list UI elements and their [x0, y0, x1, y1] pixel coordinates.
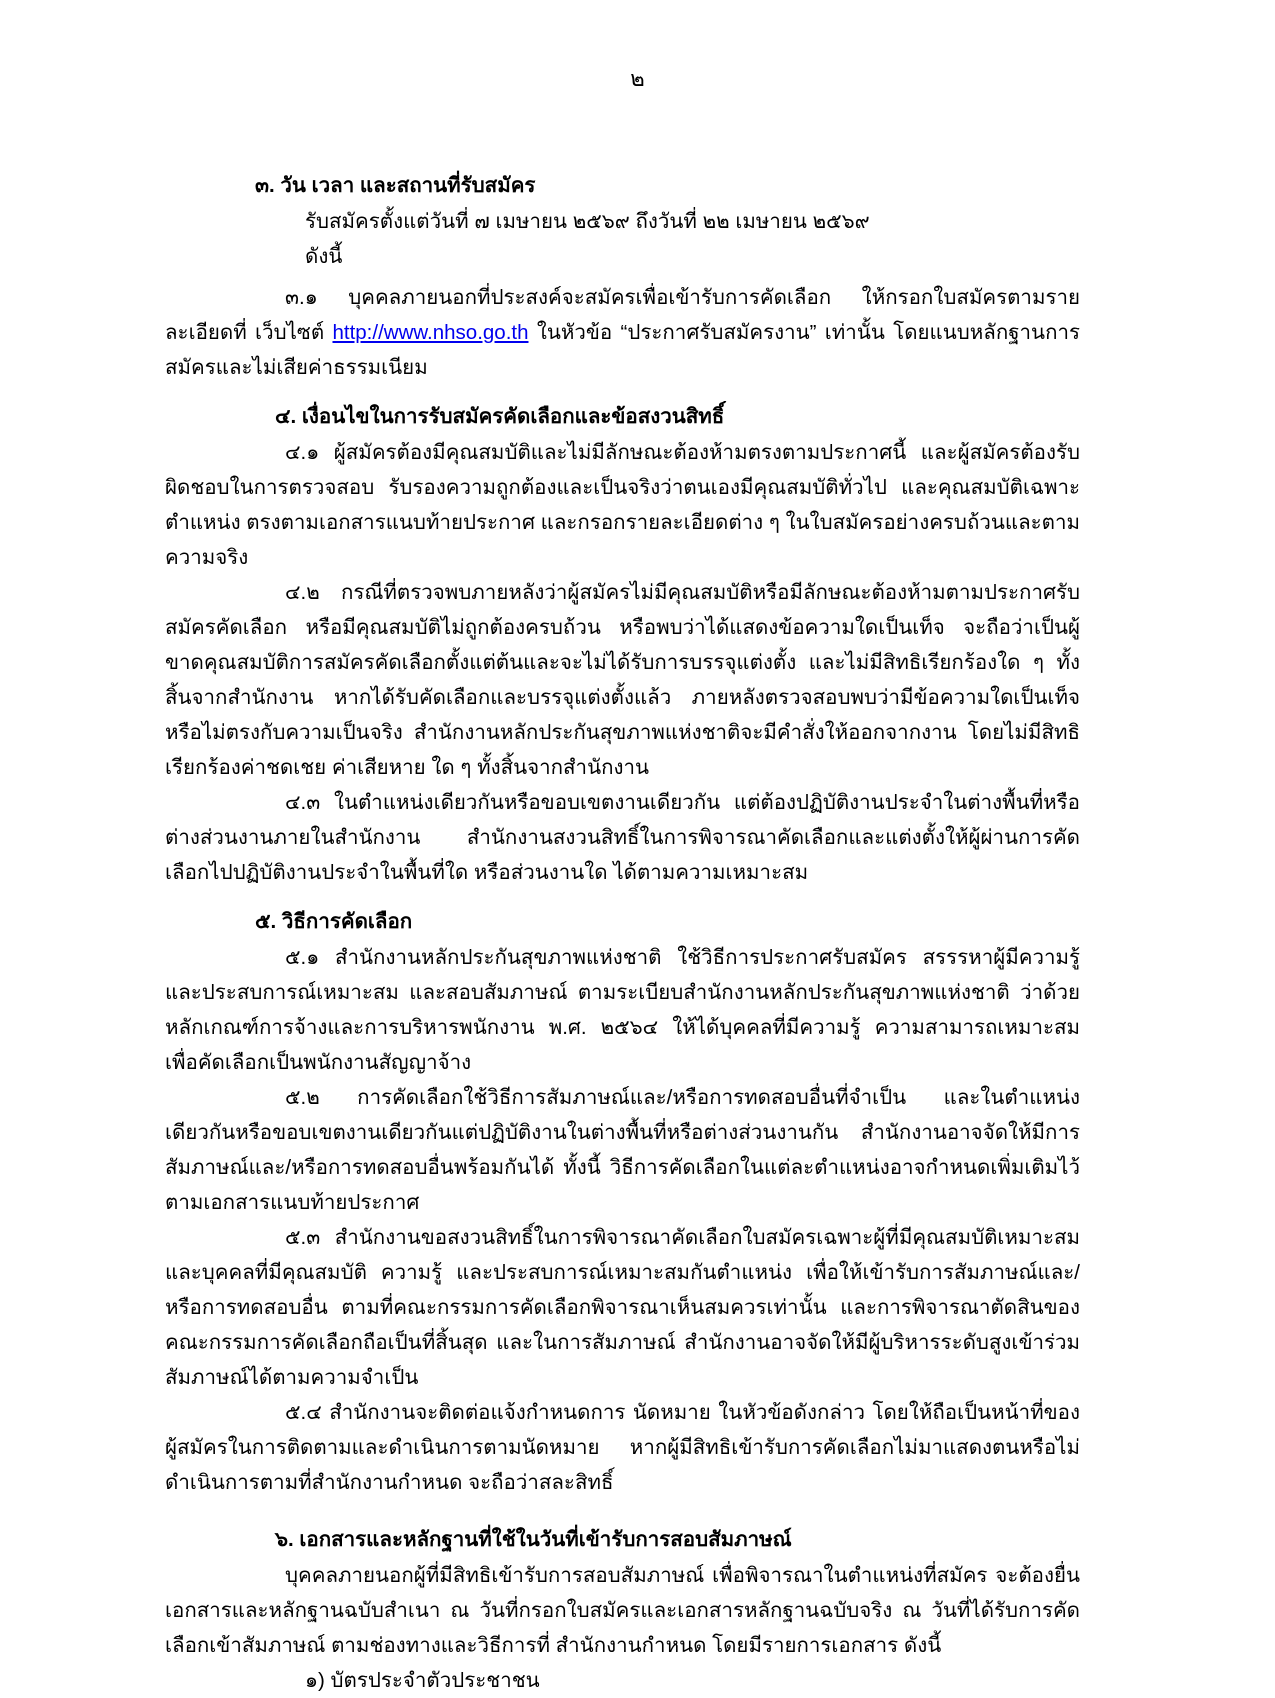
- page-number: ๒: [630, 66, 645, 91]
- section-4-3-paragraph: ๔.๓ ในตำแหน่งเดียวกันหรือขอบเขตงานเดียวกัน แต่ต้องปฏิบัติงานประจำในต่างพื้นที่หรือต่างส่วนงานภายในสำนักงาน สำนักงานสงวนสิทธิ์ในการพิจารณาคัดเลือกและแต่งตั้งให้ผู้ผ่านการคัดเลือกไปปฏิบัติงานประจำในพื้นที่ใด หรือส่วนงานใด ได้ตามความเหมาะสม: [165, 791, 1080, 884]
- section-4-heading: ๔. เงื่อนไขในการรับสมัครคัดเลือกและข้อสงวนสิทธิ์: [275, 405, 725, 428]
- spacer: [165, 385, 1080, 399]
- section-3-heading: ๓. วัน เวลา และสถานที่รับสมัคร: [255, 174, 536, 197]
- section-3-1-paragraph: [165, 280, 1080, 385]
- section-5-1-paragraph: ๕.๑ สำนักงานหลักประกันสุขภาพแห่งชาติ ใช้วิธีการประกาศรับสมัคร สรรรหาผู้มีความรู้และประสบการณ์เหมาะสม และสอบสัมภาษณ์ ตามระเบียบสำนักงานหลักประกันสุขภาพแห่งชาติ ว่าด้วยหลักเกณฑ์การจ้างและการบริหารพนักงาน พ.ศ. ๒๕๖๔ ให้ได้บุคคลที่มีความรู้ ความสามารถเหมาะสม เพื่อคัดเลือกเป็นพนักงานสัญญาจ้าง: [165, 946, 1080, 1074]
- section-3-1-text-after-url: ในหัวข้อ “ประกาศรับสมัครงาน” เท่านั้น โดยแนบหลักฐานการสมัครและไม่เสียค่าธรรมเนียม: [165, 321, 1081, 379]
- nhso-website-link[interactable]: http://www.nhso.go.th: [332, 321, 529, 344]
- section-4-1-paragraph: ๔.๑ ผู้สมัครต้องมีคุณสมบัติและไม่มีลักษณะต้องห้ามตรงตามประกาศนี้ และผู้สมัครต้องรับผิดชอบในการตรวจสอบ รับรองความถูกต้องและเป็นจริงว่าตนเองมีคุณสมบัติทั่วไป และคุณสมบัติเฉพาะตำแหน่ง ตรงตามเอกสารแนบท้ายประกาศ และกรอกรายละเอียดต่าง ๆ ในใบสมัครอย่างครบถ้วนและตามความจริง: [165, 441, 1081, 569]
- section-4-2-paragraph: ๔.๒ กรณีที่ตรวจพบภายหลังว่าผู้สมัครไม่มีคุณสมบัติหรือมีลักษณะต้องห้ามตามประกาศรับสมัครคัดเลือก หรือมีคุณสมบัติไม่ถูกต้องครบถ้วน หรือพบว่าได้แสดงข้อความใดเป็นเท็จ จะถือว่าเป็นผู้ขาดคุณสมบัติการสมัครคัดเลือกตั้งแต่ต้นและจะไม่ได้รับการบรรจุแต่งตั้ง และไม่มีสิทธิเรียกร้องใด ๆ ทั้งสิ้นจากสำนักงาน หากได้รับคัดเลือกและบรรจุแต่งตั้งแล้ว ภายหลังตรวจสอบพบว่ามีข้อความใดเป็นเท็จหรือไม่ตรงกับความเป็นจริง สำนักงานหลักประกันสุขภาพแห่งชาติจะมีคำสั่งให้ออกจากงาน โดยไม่มีสิทธิเรียกร้องค่าชดเชย ค่าเสียหาย ใด ๆ ทั้งสิ้นจากสำนักงาน: [165, 581, 1080, 779]
- section-6-heading: ๖. เอกสารและหลักฐานที่ใช้ในวันที่เข้ารับการสอบสัมภาษณ์: [275, 1528, 792, 1551]
- document-body: [165, 168, 1080, 1698]
- section-3-1-text-before-url: ๓.๑ บุคคลภายนอกที่ประสงค์จะสมัครเพื่อเข้ารับการคัดเลือก ให้กรอกใบสมัครตามรายละเอียดที่ เว็บไซต์: [165, 286, 1080, 344]
- section-5-2-paragraph: ๕.๒ การคัดเลือกใช้วิธีการสัมภาษณ์และ/หรือการทดสอบอื่นที่จำเป็น และในตำแหน่งเดียวกันหรือขอบเขตงานเดียวกันแต่ปฏิบัติงานในต่างพื้นที่หรือต่างส่วนงานกัน สำนักงานอาจจัดให้มีการสัมภาษณ์และ/หรือการทดสอบอื่นพร้อมกันได้ ทั้งนี้ วิธีการคัดเลือกในแต่ละตำแหน่งอาจกำหนดเพิ่มเติมไว้ตามเอกสารแนบท้ายประกาศ: [165, 1086, 1080, 1214]
- section-5-3-paragraph: ๕.๓ สำนักงานขอสงวนสิทธิ์ในการพิจารณาคัดเลือกใบสมัครเฉพาะผู้ที่มีคุณสมบัติเหมาะสมและบุคคลที่มีคุณสมบัติ ความรู้ และประสบการณ์เหมาะสมกันตำแหน่ง เพื่อให้เข้ารับการสัมภาษณ์และ/หรือการทดสอบอื่น ตามที่คณะกรรมการคัดเลือกพิจารณาเห็นสมควรเท่านั้น และการพิจารณาตัดสินของคณะกรรมการคัดเลือกถือเป็นที่สิ้นสุด และในการสัมภาษณ์ สำนักงานอาจจัดให้มีผู้บริหารระดับสูงเข้าร่วมสัมภาษณ์ได้ตามความจำเป็น: [165, 1226, 1080, 1389]
- spacer: [165, 1500, 1080, 1522]
- section-3-line-2: ดังนี้: [305, 245, 343, 268]
- section-6-list-item-1: ๑) บัตรประจำตัวประชาชน: [305, 1669, 540, 1692]
- section-3-line-1: รับสมัครตั้งแต่วันที่ ๗ เมษายน ๒๕๖๙ ถึงวันที่ ๒๒ เมษายน ๒๕๖๙: [305, 210, 870, 233]
- spacer: [165, 890, 1080, 904]
- section-5-4-paragraph: ๕.๔ สำนักงานจะติดต่อแจ้งกำหนดการ นัดหมาย ในหัวข้อดังกล่าว โดยให้ถือเป็นหน้าที่ของผู้สมัครในการติดตามและดำเนินการตามนัดหมาย หากผู้มีสิทธิเข้ารับการคัดเลือกไม่มาแสดงตนหรือไม่ดำเนินการตามที่สำนักงานกำหนด จะถือว่าสละสิทธิ์: [165, 1401, 1080, 1494]
- section-6-intro-paragraph: บุคคลภายนอกผู้ที่มีสิทธิเข้ารับการสอบสัมภาษณ์ เพื่อพิจารณาในตำแหน่งที่สมัคร จะต้องยื่นเอกสารและหลักฐานฉบับสำเนา ณ วันที่กรอกใบสมัครและเอกสารหลักฐานฉบับจริง ณ วันที่ได้รับการคัดเลือกเข้าสัมภาษณ์ ตามช่องทางและวิธีการที่ สำนักงานกำหนด โดยมีรายการเอกสาร ดังนี้: [165, 1564, 1080, 1657]
- section-5-heading: ๕. วิธีการคัดเลือก: [255, 910, 413, 933]
